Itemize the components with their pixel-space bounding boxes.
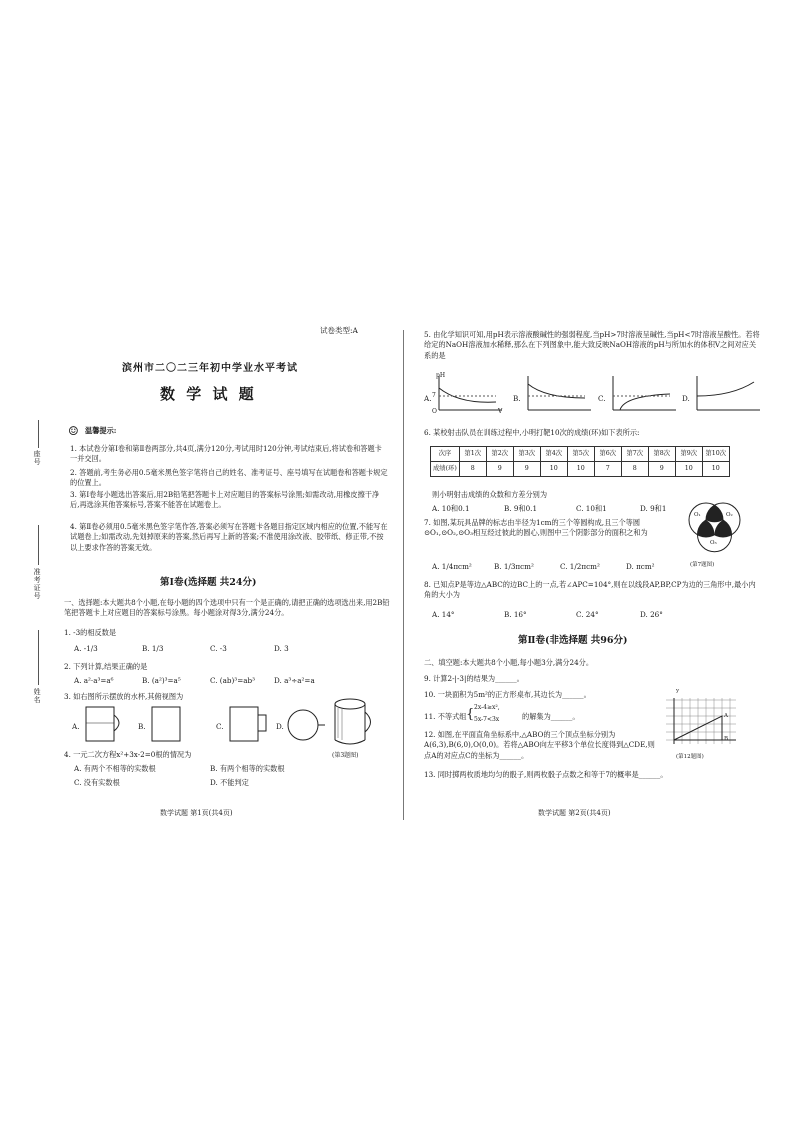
q5-option-b: B. [513, 394, 521, 403]
q5-option-d: D. [682, 394, 690, 403]
q8-option-c: C. 24° [576, 610, 599, 619]
q5-origin: O [432, 408, 437, 415]
exam-number-line [38, 525, 39, 565]
notice-1: 1. 本试卷分第Ⅰ卷和第Ⅱ卷两部分,共4页,满分120分,考试用时120分钟,考试结束后,将试卷和答题卡一并交回。 [70, 444, 382, 464]
q5-option-c: C. [598, 394, 606, 403]
q6-ask: 则小明射击成绩的众数和方差分别为 [432, 490, 548, 499]
q1-option-b: B. 1/3 [142, 644, 164, 653]
q9-text: 9. 计算2-|-3|的结果为______。 [424, 674, 524, 683]
notice-title: 温馨提示: [85, 426, 117, 435]
q8-option-d: D. 26° [640, 610, 663, 619]
q11-system-1: 2x-4≥x², [474, 704, 500, 711]
q6-option-b: B. 9和0.1 [504, 504, 538, 513]
page-2-footer: 数学试题 第2页(共4页) [538, 809, 611, 817]
q12-text: 12. 如图,在平面直角坐标系中,△ABO的三个顶点坐标分别为A(6,3),B(6,0),O(0,0)。若将△ABO向左平移3个单位长度得到△CDE,则点A的对应点C的坐标为______。 [424, 730, 655, 760]
q3-option-b: B. [138, 722, 146, 731]
table-header-cell: 第4次 [540, 447, 567, 462]
q8-stem: 8. 已知点P是等边△ABC的边BC上的一点,若∠APC=104°,则在以线段AP,BP,CP为边的三角形中,最小内角的大小为 [424, 580, 756, 600]
page-divider [403, 330, 404, 820]
name-label: 姓名 [33, 688, 42, 704]
table-header-cell: 第8次 [648, 447, 675, 462]
q2-option-a: A. a²·a³=a⁶ [74, 676, 114, 685]
notice-2: 2. 答题前,考生务必用0.5毫米黑色签字笔将自己的姓名、准考证号、座号填写在试题卷和答题卡规定的位置上。 [70, 468, 388, 488]
q2-stem: 2. 下列计算,结果正确的是 [64, 662, 148, 671]
q5-axis-x-label: V [498, 408, 503, 415]
table-header-cell: 第9次 [675, 447, 702, 462]
section-2-title: 第Ⅱ卷(非选择题 共96分) [518, 635, 628, 646]
page-2 [408, 300, 778, 840]
q4-stem: 4. 一元二次方程x²+3x-2=0根的情况为 [64, 750, 192, 759]
q6-stem: 6. 某校射击队员在训练过程中,小明打靶10次的成绩(环)如下表所示: [424, 428, 640, 437]
q5-stem: 5. 由化学知识可知,用pH表示溶液酸碱性的强弱程度,当pH>7时溶液呈碱性,当pH<7时溶液呈酸性。若将给定的NaOH溶液加水稀释,那么在下列图象中,能大致反映NaOH溶液的pH与所加水的体积V之间对应关系的是 [424, 330, 760, 360]
section-1-title: 第Ⅰ卷(选择题 共24分) [160, 577, 257, 588]
table-row [431, 447, 730, 462]
q4-option-a: A. 有两个不相等的实数根 [74, 764, 156, 773]
table-header-cell: 第6次 [594, 447, 621, 462]
notice-4: 4. 第Ⅱ卷必须用0.5毫米黑色签字笔作答,答案必须写在答题卡各题目指定区域内相应的位置,不能写在试题卷上;如需改动,先划掉原来的答案,然后再写上新的答案;不准使用涂改液、胶带纸、修正带,不按以上要求作答的答案无效。 [70, 522, 388, 552]
table-cell: 10 [540, 462, 567, 477]
q7-label-o3: O₃ [710, 540, 717, 546]
q3-option-b-figure [150, 705, 184, 745]
smiley-icon: ☺ [68, 424, 79, 438]
q7-option-c: C. 1/2πcm² [560, 562, 600, 571]
q3-cup-figure [330, 696, 376, 750]
q3-option-a: A. [72, 722, 80, 731]
q7-stem: 7. 如图,某玩具品牌的标志由半径为1cm的三个等圆构成,且三个等圆⊙O₁,⊙O₂,⊙O₃相互经过彼此的圆心,则图中三个阴影部分的面积之和为 [424, 518, 648, 538]
q5-graph-d [692, 374, 762, 414]
q12-point-a: A [724, 713, 728, 719]
q1-stem: 1. -3的相反数是 [64, 628, 117, 637]
q7-option-d: D. πcm² [626, 562, 655, 571]
table-header-cell: 第1次 [459, 447, 486, 462]
q1-option-a: A. -1/3 [74, 644, 98, 653]
page-1-footer: 数学试题 第1页(共4页) [160, 809, 233, 817]
table-header-cell: 第10次 [702, 447, 729, 462]
q5-graph-b [523, 374, 593, 414]
table-cell: 9 [486, 462, 513, 477]
table-cell: 10 [567, 462, 594, 477]
q3-stem: 3. 如右图所示摆放的水杯,其俯视图为 [64, 692, 184, 701]
q3-option-c: C. [216, 722, 224, 731]
q7-option-a: A. 1/4πcm² [432, 562, 472, 571]
table-header-cell: 第5次 [567, 447, 594, 462]
q4-option-b: B. 有两个相等的实数根 [210, 764, 285, 773]
seat-number-label: 座号 [33, 450, 42, 466]
q2-option-c: C. (ab)³=ab³ [210, 676, 255, 685]
q7-option-b: B. 1/3πcm² [494, 562, 534, 571]
section-2-intro: 二、填空题:本大题共8个小题,每小题3分,满分24分。 [424, 658, 594, 667]
exam-sheet [0, 300, 794, 840]
q3-option-c-figure [228, 705, 268, 745]
q13-text: 13. 同时掷两枚质地均匀的骰子,则两枚骰子点数之和等于7的概率是______。 [424, 770, 668, 779]
table-cell: 8 [459, 462, 486, 477]
table-header-cell: 第2次 [486, 447, 513, 462]
q12-axis-y: y [676, 688, 680, 694]
q3-option-d-figure [286, 708, 326, 744]
table-cell: 9 [513, 462, 540, 477]
q7-three-circles-figure [680, 498, 750, 560]
q6-score-table [430, 446, 730, 477]
table-header-cell: 次序 [431, 447, 460, 462]
q12-caption: (第12题图) [676, 754, 704, 760]
table-row [431, 462, 730, 477]
page-1 [30, 300, 400, 840]
q5-option-a: A. [424, 394, 432, 403]
q7-caption: (第7题图) [690, 562, 715, 568]
table-cell: 10 [675, 462, 702, 477]
q7-label-o1: O₁ [694, 512, 701, 518]
q4-option-c: C. 没有实数根 [74, 778, 120, 787]
q1-option-c: C. -3 [210, 644, 227, 653]
q3-option-a-figure [84, 705, 124, 745]
name-line [38, 630, 39, 685]
q4-option-d: D. 不能判定 [210, 778, 249, 787]
q8-option-a: A. 14° [432, 610, 455, 619]
seat-number-line [38, 420, 39, 448]
q7-label-o2: O₂ [726, 512, 733, 518]
q11-system-2: 5x-7<3x [474, 716, 500, 723]
q6-option-c: C. 10和1 [576, 504, 607, 513]
table-cell: 7 [594, 462, 621, 477]
q5-graph-c [608, 374, 678, 414]
q12-point-b: B [724, 736, 729, 742]
q3-caption: (第3题图) [332, 752, 359, 759]
q2-option-b: B. (a²)³=a⁵ [142, 676, 181, 685]
table-cell: 8 [621, 462, 648, 477]
paper-type: 试卷类型:A [320, 326, 358, 335]
q6-option-a: A. 10和0.1 [432, 504, 470, 513]
q6-option-d: D. 9和1 [640, 504, 667, 513]
notice-3: 3. 第Ⅰ卷每小题选出答案后,用2B铅笔把答题卡上对应题目的答案标号涂黑;如需改动,用橡皮擦干净后,再选涂其他答案标号,答案不能答在试题卷上。 [70, 490, 380, 510]
q11-tail: 的解集为______。 [522, 712, 580, 721]
q1-option-d: D. 3 [274, 644, 289, 653]
q10-text: 10. 一块面积为5m²的正方形桌布,其边长为______。 [424, 690, 591, 699]
exam-title: 滨州市二〇二三年初中学业水平考试 [122, 363, 298, 374]
q8-option-b: B. 16° [504, 610, 527, 619]
subject-title: 数 学 试 题 [160, 385, 257, 403]
q2-option-d: D. a³÷a²=a [274, 676, 315, 685]
section-1-intro: 一、选择题:本大题共8个小题,在每小题的四个选项中只有一个是正确的,请把正确的选项选出来,用2B铅笔把答题卡上对应题目的答案标号涂黑。每小题涂对得3分,满分24分。 [64, 598, 390, 618]
q11-stem: 11. 不等式组 [424, 712, 467, 721]
brace-icon: { [466, 707, 475, 722]
exam-number-label: 准考证号 [33, 568, 42, 600]
q3-option-d: D. [276, 722, 284, 731]
table-header-cell: 第7次 [621, 447, 648, 462]
table-cell: 10 [702, 462, 729, 477]
table-header-cell: 第3次 [513, 447, 540, 462]
table-cell: 9 [648, 462, 675, 477]
q5-tick-7: 7 [432, 392, 436, 399]
table-row-label: 成绩(环) [431, 462, 460, 477]
q5-axis-y-label: pH [436, 372, 446, 379]
